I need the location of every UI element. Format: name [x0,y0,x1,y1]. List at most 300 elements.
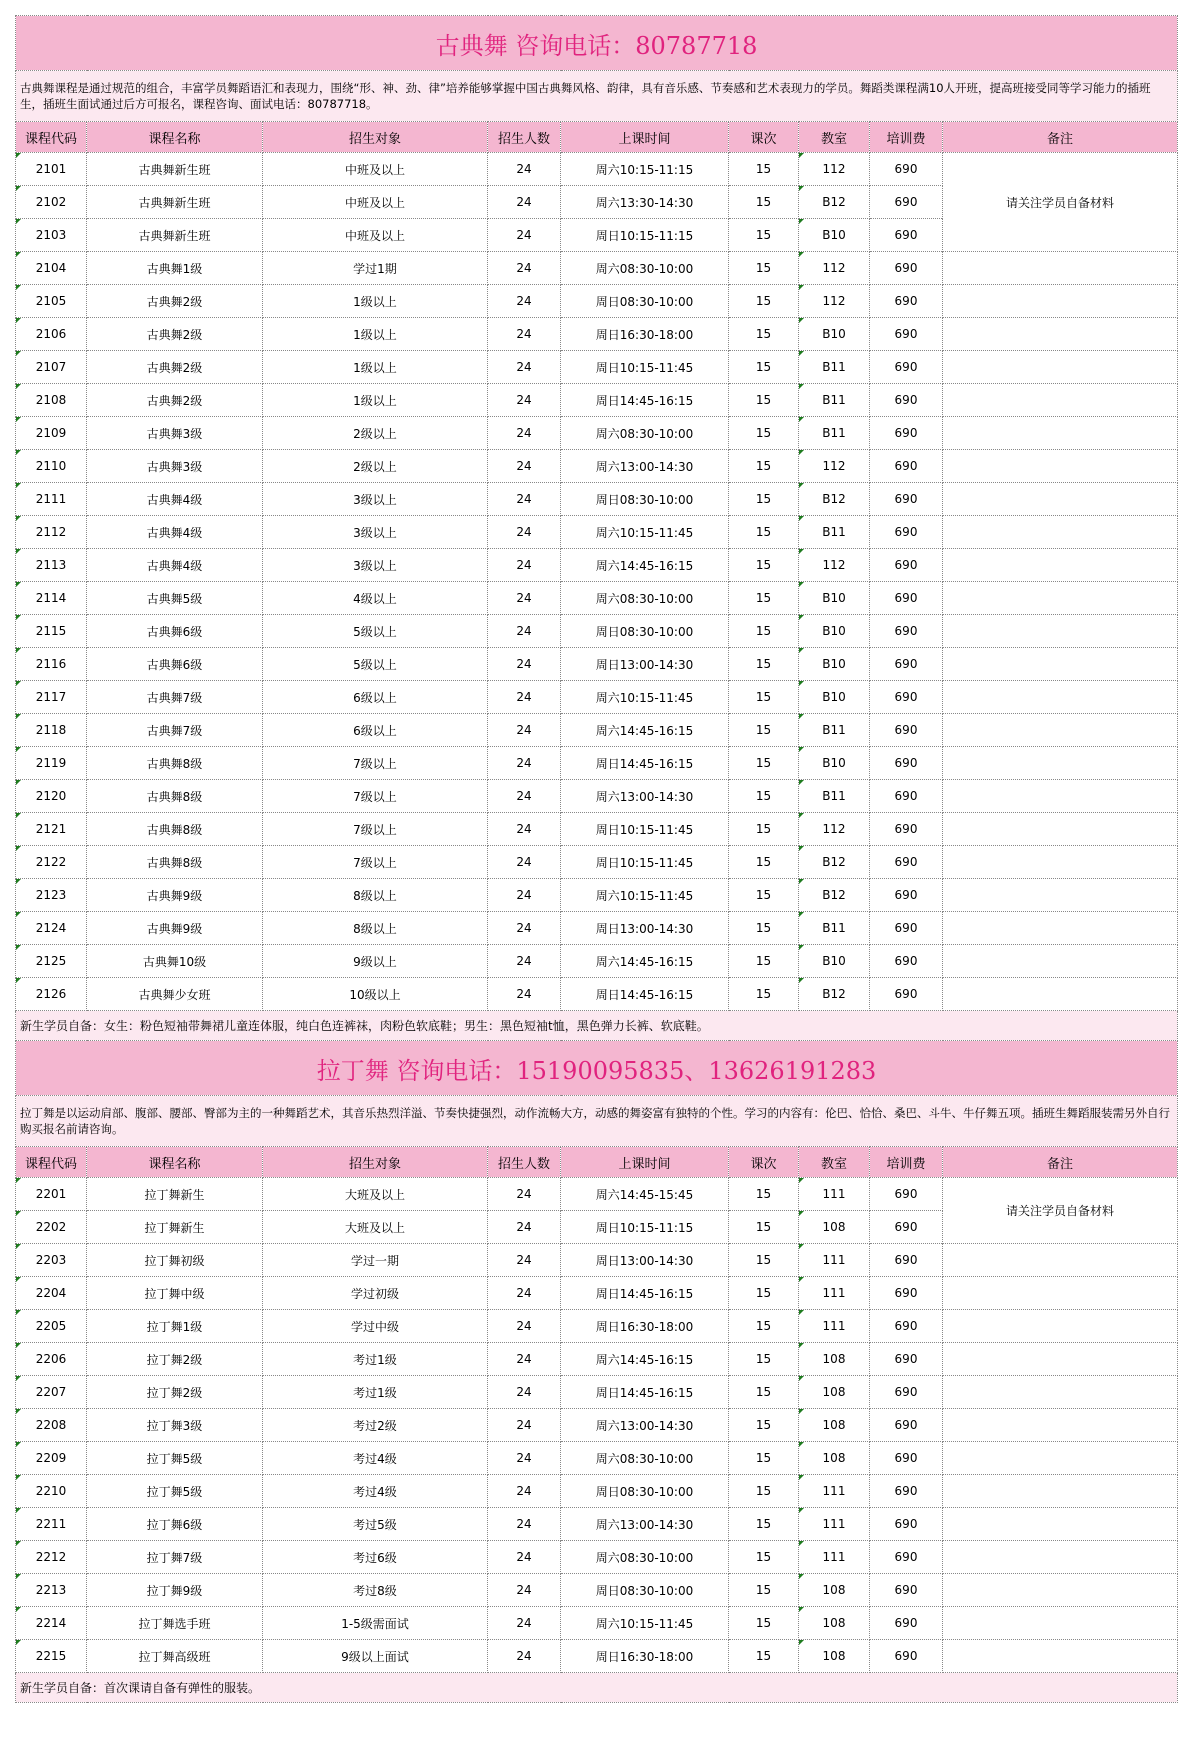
classroom: B10 [799,615,870,648]
class-time: 周日13:00-14:30 [561,912,729,945]
tuition-fee: 690 [870,186,943,219]
tuition-fee: 690 [870,879,943,912]
course-code: 2126 [16,978,87,1011]
class-time: 周六14:45-16:15 [561,549,729,582]
tuition-fee: 690 [870,1607,943,1640]
remark-cell-empty [943,384,1178,417]
classroom: 111 [799,1178,870,1211]
classroom: 112 [799,813,870,846]
column-header: 招生人数 [488,1147,561,1178]
course-name: 拉丁舞6级 [87,1508,263,1541]
lesson-count: 15 [729,186,799,219]
course-code: 2202 [16,1211,87,1244]
tuition-fee: 690 [870,285,943,318]
lesson-count: 15 [729,483,799,516]
table-row [16,846,1178,879]
remark-cell-empty [943,252,1178,285]
course-name: 古典舞7级 [87,681,263,714]
table-row [16,252,1178,285]
lesson-count: 15 [729,417,799,450]
class-time: 周六08:30-10:00 [561,582,729,615]
course-code: 2108 [16,384,87,417]
course-name: 古典舞3级 [87,417,263,450]
lesson-count: 15 [729,1277,799,1310]
tuition-fee: 690 [870,450,943,483]
course-code: 2215 [16,1640,87,1673]
lesson-count: 15 [729,1607,799,1640]
classroom: B11 [799,516,870,549]
table-row [16,879,1178,912]
lesson-count: 15 [729,879,799,912]
course-code: 2110 [16,450,87,483]
lesson-count: 15 [729,1475,799,1508]
lesson-count: 15 [729,912,799,945]
enroll-target: 1-5级需面试 [263,1607,488,1640]
table-row [16,153,1178,186]
remark-cell-empty [943,1442,1178,1475]
seat-count: 24 [488,813,561,846]
class-time: 周六08:30-10:00 [561,417,729,450]
lesson-count: 15 [729,285,799,318]
column-header: 教室 [799,1147,870,1178]
course-name: 古典舞8级 [87,747,263,780]
tuition-fee: 690 [870,1442,943,1475]
course-name: 古典舞4级 [87,549,263,582]
course-name: 古典舞6级 [87,648,263,681]
enroll-target: 8级以上 [263,879,488,912]
lesson-count: 15 [729,714,799,747]
seat-count: 24 [488,780,561,813]
lesson-count: 15 [729,1211,799,1244]
column-header: 招生对象 [263,122,488,153]
table-row [16,747,1178,780]
table-row [16,648,1178,681]
remark-cell-empty [943,1343,1178,1376]
table-row [16,1376,1178,1409]
section-description-row [16,71,1178,122]
course-code: 2119 [16,747,87,780]
table-header-row [16,122,1178,153]
lesson-count: 15 [729,945,799,978]
tuition-fee: 690 [870,912,943,945]
classroom: B10 [799,945,870,978]
classroom: B12 [799,483,870,516]
enroll-target: 学过1期 [263,252,488,285]
lesson-count: 15 [729,318,799,351]
classroom: 112 [799,153,870,186]
table-row [16,516,1178,549]
seat-count: 24 [488,483,561,516]
table-row [16,384,1178,417]
remark-cell: 请关注学员自备材料 [943,153,1178,252]
course-name: 古典舞2级 [87,285,263,318]
course-code: 2203 [16,1244,87,1277]
seat-count: 24 [488,648,561,681]
enroll-target: 6级以上 [263,714,488,747]
course-code: 2106 [16,318,87,351]
enroll-target: 5级以上 [263,648,488,681]
seat-count: 24 [488,1211,561,1244]
table-row [16,1475,1178,1508]
lesson-count: 15 [729,153,799,186]
seat-count: 24 [488,945,561,978]
course-code: 2112 [16,516,87,549]
tuition-fee: 690 [870,1343,943,1376]
course-name: 拉丁舞3级 [87,1409,263,1442]
table-row [16,1508,1178,1541]
seat-count: 24 [488,1607,561,1640]
section-footer-note: 新生学员自备：女生：粉色短袖带舞裙儿童连体服，纯白色连裤袜，肉粉色软底鞋；男生：黑色短袖t恤，黑色弹力长裤、软底鞋。 [16,1011,1178,1041]
course-code: 2114 [16,582,87,615]
column-header: 课次 [729,122,799,153]
lesson-count: 15 [729,1409,799,1442]
enroll-target: 考过6级 [263,1541,488,1574]
tuition-fee: 690 [870,219,943,252]
lesson-count: 15 [729,1343,799,1376]
seat-count: 24 [488,516,561,549]
lesson-count: 15 [729,1376,799,1409]
tuition-fee: 690 [870,1409,943,1442]
remark-cell-empty [943,813,1178,846]
classroom: 111 [799,1475,870,1508]
seat-count: 24 [488,1508,561,1541]
course-name: 古典舞5级 [87,582,263,615]
course-name: 拉丁舞5级 [87,1442,263,1475]
enroll-target: 9级以上 [263,945,488,978]
classroom: B10 [799,648,870,681]
course-name: 拉丁舞2级 [87,1376,263,1409]
course-code: 2212 [16,1541,87,1574]
seat-count: 24 [488,1574,561,1607]
classroom: B12 [799,879,870,912]
remark-cell-empty [943,1640,1178,1673]
course-code: 2118 [16,714,87,747]
course-name: 古典舞2级 [87,318,263,351]
lesson-count: 15 [729,813,799,846]
seat-count: 24 [488,1442,561,1475]
remark-cell-empty [943,1574,1178,1607]
seat-count: 24 [488,450,561,483]
classroom: B12 [799,186,870,219]
table-row [16,615,1178,648]
table-row [16,285,1178,318]
course-code: 2208 [16,1409,87,1442]
classroom: 108 [799,1607,870,1640]
remark-cell-empty [943,516,1178,549]
course-code: 2113 [16,549,87,582]
table-row [16,351,1178,384]
table-row [16,912,1178,945]
course-code: 2206 [16,1343,87,1376]
column-header: 备注 [943,122,1178,153]
class-time: 周六08:30-10:00 [561,1541,729,1574]
class-time: 周日10:15-11:45 [561,846,729,879]
course-name: 古典舞10级 [87,945,263,978]
enroll-target: 2级以上 [263,417,488,450]
column-header: 上课时间 [561,122,729,153]
lesson-count: 15 [729,648,799,681]
enroll-target: 3级以上 [263,549,488,582]
table-row [16,1574,1178,1607]
course-code: 2104 [16,252,87,285]
class-time: 周日16:30-18:00 [561,1640,729,1673]
enroll-target: 5级以上 [263,615,488,648]
section-footer-row [16,1673,1178,1703]
lesson-count: 15 [729,978,799,1011]
course-name: 拉丁舞选手班 [87,1607,263,1640]
lesson-count: 15 [729,846,799,879]
section-title: 古典舞 咨询电话：80787718 [16,16,1178,71]
remark-cell-empty [943,1607,1178,1640]
enroll-target: 7级以上 [263,846,488,879]
course-code: 2102 [16,186,87,219]
section-description: 拉丁舞是以运动肩部、腹部、腰部、臀部为主的一种舞蹈艺术，其音乐热烈洋溢、节奏快捷强烈，动作流畅大方，动感的舞姿富有独特的个性。学习的内容有：伦巴、恰恰、桑巴、斗牛、牛仔舞五项。插班生舞蹈服装需另外自行购买报名前请咨询。 [16,1096,1178,1147]
schedule-table [15,15,1178,1703]
lesson-count: 15 [729,1178,799,1211]
remark-cell-empty [943,648,1178,681]
classroom: 108 [799,1574,870,1607]
tuition-fee: 690 [870,1640,943,1673]
classroom: B11 [799,351,870,384]
column-header: 课程代码 [16,1147,87,1178]
seat-count: 24 [488,1409,561,1442]
tuition-fee: 690 [870,318,943,351]
course-name: 古典舞7级 [87,714,263,747]
classroom: 112 [799,252,870,285]
table-row [16,483,1178,516]
classroom: B11 [799,384,870,417]
remark-cell-empty [943,285,1178,318]
course-name: 古典舞2级 [87,351,263,384]
remark-cell-empty [943,318,1178,351]
lesson-count: 15 [729,582,799,615]
tuition-fee: 690 [870,384,943,417]
lesson-count: 15 [729,1574,799,1607]
section-title-row [16,16,1178,71]
table-row [16,1277,1178,1310]
classroom: 111 [799,1277,870,1310]
table-row [16,450,1178,483]
classroom: 108 [799,1640,870,1673]
seat-count: 24 [488,1541,561,1574]
class-time: 周日13:00-14:30 [561,648,729,681]
enroll-target: 1级以上 [263,318,488,351]
classroom: B11 [799,417,870,450]
column-header: 招生人数 [488,122,561,153]
class-time: 周六14:45-16:15 [561,945,729,978]
course-code: 2116 [16,648,87,681]
table-row [16,1343,1178,1376]
seat-count: 24 [488,1178,561,1211]
course-code: 2109 [16,417,87,450]
tuition-fee: 690 [870,681,943,714]
tuition-fee: 690 [870,1178,943,1211]
table-row [16,1442,1178,1475]
lesson-count: 15 [729,1310,799,1343]
enroll-target: 1级以上 [263,351,488,384]
remark-cell-empty [943,1409,1178,1442]
course-name: 拉丁舞2级 [87,1343,263,1376]
lesson-count: 15 [729,252,799,285]
classroom: B12 [799,978,870,1011]
column-header: 课次 [729,1147,799,1178]
lesson-count: 15 [729,351,799,384]
seat-count: 24 [488,186,561,219]
tuition-fee: 690 [870,252,943,285]
course-code: 2107 [16,351,87,384]
class-time: 周日14:45-16:15 [561,1376,729,1409]
tuition-fee: 690 [870,714,943,747]
column-header: 课程名称 [87,122,263,153]
remark-cell-empty [943,945,1178,978]
tuition-fee: 690 [870,1277,943,1310]
remark-cell-empty [943,1310,1178,1343]
tuition-fee: 690 [870,1310,943,1343]
course-name: 古典舞8级 [87,846,263,879]
remark-cell-empty [943,1475,1178,1508]
table-row [16,1409,1178,1442]
seat-count: 24 [488,846,561,879]
tuition-fee: 690 [870,549,943,582]
lesson-count: 15 [729,1244,799,1277]
classroom: B10 [799,582,870,615]
classroom: B10 [799,747,870,780]
seat-count: 24 [488,1244,561,1277]
enroll-target: 7级以上 [263,813,488,846]
tuition-fee: 690 [870,351,943,384]
classroom: 111 [799,1244,870,1277]
enroll-target: 考过2级 [263,1409,488,1442]
course-code: 2121 [16,813,87,846]
seat-count: 24 [488,681,561,714]
classroom: 111 [799,1541,870,1574]
course-name: 古典舞新生班 [87,219,263,252]
tuition-fee: 690 [870,1541,943,1574]
course-name: 古典舞少女班 [87,978,263,1011]
class-time: 周日08:30-10:00 [561,483,729,516]
seat-count: 24 [488,384,561,417]
enroll-target: 考过1级 [263,1343,488,1376]
class-time: 周六10:15-11:45 [561,879,729,912]
course-schedule-page [15,15,1177,1703]
course-code: 2214 [16,1607,87,1640]
course-code: 2205 [16,1310,87,1343]
classroom: 111 [799,1310,870,1343]
seat-count: 24 [488,747,561,780]
seat-count: 24 [488,615,561,648]
course-name: 古典舞4级 [87,516,263,549]
class-time: 周六08:30-10:00 [561,1442,729,1475]
remark-cell-empty [943,450,1178,483]
remark-cell-empty [943,879,1178,912]
course-code: 2103 [16,219,87,252]
lesson-count: 15 [729,1442,799,1475]
classroom: 111 [799,1508,870,1541]
tuition-fee: 690 [870,582,943,615]
table-header-row [16,1147,1178,1178]
class-time: 周六10:15-11:45 [561,516,729,549]
tuition-fee: 690 [870,945,943,978]
table-row [16,549,1178,582]
class-time: 周六13:00-14:30 [561,780,729,813]
table-row [16,582,1178,615]
enroll-target: 中班及以上 [263,153,488,186]
class-time: 周六10:15-11:15 [561,153,729,186]
classroom: B10 [799,681,870,714]
enroll-target: 学过初级 [263,1277,488,1310]
course-code: 2211 [16,1508,87,1541]
table-row [16,1178,1178,1211]
course-name: 拉丁舞5级 [87,1475,263,1508]
class-time: 周日08:30-10:00 [561,615,729,648]
course-code: 2201 [16,1178,87,1211]
classroom: 112 [799,549,870,582]
tuition-fee: 690 [870,615,943,648]
remark-cell-empty [943,978,1178,1011]
table-row [16,1640,1178,1673]
enroll-target: 大班及以上 [263,1211,488,1244]
tuition-fee: 690 [870,1376,943,1409]
column-header: 培训费 [870,122,943,153]
seat-count: 24 [488,1343,561,1376]
lesson-count: 15 [729,549,799,582]
tuition-fee: 690 [870,846,943,879]
tuition-fee: 690 [870,1475,943,1508]
classroom: 108 [799,1211,870,1244]
table-row [16,714,1178,747]
course-code: 2101 [16,153,87,186]
seat-count: 24 [488,549,561,582]
course-code: 2111 [16,483,87,516]
course-code: 2209 [16,1442,87,1475]
course-code: 2210 [16,1475,87,1508]
column-header: 上课时间 [561,1147,729,1178]
course-name: 古典舞新生班 [87,186,263,219]
classroom: 108 [799,1409,870,1442]
classroom: B11 [799,714,870,747]
class-time: 周日10:15-11:45 [561,813,729,846]
class-time: 周六08:30-10:00 [561,252,729,285]
table-row [16,318,1178,351]
course-name: 古典舞4级 [87,483,263,516]
tuition-fee: 690 [870,1244,943,1277]
lesson-count: 15 [729,516,799,549]
course-code: 2204 [16,1277,87,1310]
classroom: 108 [799,1343,870,1376]
course-code: 2124 [16,912,87,945]
remark-cell-empty [943,747,1178,780]
course-name: 古典舞新生班 [87,153,263,186]
remark-cell-empty [943,681,1178,714]
class-time: 周六10:15-11:45 [561,1607,729,1640]
course-name: 古典舞8级 [87,780,263,813]
enroll-target: 7级以上 [263,747,488,780]
remark-cell-empty [943,1277,1178,1310]
classroom: 112 [799,285,870,318]
classroom: 108 [799,1376,870,1409]
seat-count: 24 [488,1640,561,1673]
remark-cell-empty [943,1376,1178,1409]
remark-cell-empty [943,1508,1178,1541]
seat-count: 24 [488,219,561,252]
course-name: 拉丁舞新生 [87,1178,263,1211]
remark-cell-empty [943,582,1178,615]
course-code: 2213 [16,1574,87,1607]
lesson-count: 15 [729,747,799,780]
class-time: 周日08:30-10:00 [561,285,729,318]
class-time: 周六14:45-16:15 [561,1343,729,1376]
remark-cell-empty [943,1541,1178,1574]
